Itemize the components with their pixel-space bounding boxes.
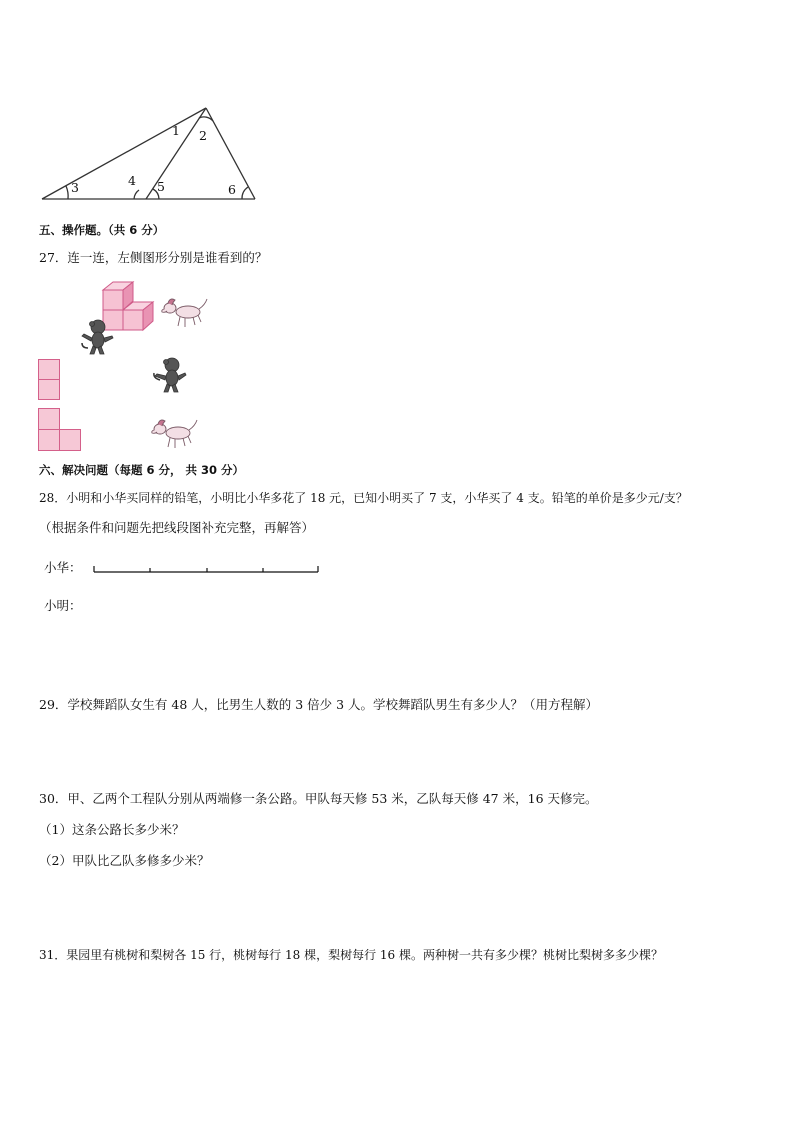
question-30-sub-1: （1）这条公路长多少米？ bbox=[39, 822, 185, 837]
triangle-cevian bbox=[146, 108, 206, 199]
segment-diagram-xiaohua bbox=[90, 562, 322, 576]
angle-label-4: 4 bbox=[128, 173, 136, 188]
angle-arc-3 bbox=[66, 186, 68, 199]
front-view-shape bbox=[38, 359, 62, 403]
dog-icon bbox=[160, 292, 210, 330]
triangle-figure bbox=[0, 0, 794, 215]
question-31-text: 31．果园里有桃树和梨树各 15 行，桃树每行 18 棵，梨树每行 16 棵。两种树一共有多少棵？桃树比梨树多多少棵？ bbox=[39, 948, 663, 962]
angle-label-6: 6 bbox=[228, 182, 236, 197]
label-xiaohua: 小华： bbox=[44, 560, 82, 575]
question-30-text: 30．甲、乙两个工程队分别从两端修一条公路。甲队每天修 53 米，乙队每天修 47 米，16 天修完。 bbox=[39, 791, 598, 806]
angle-arc-6 bbox=[242, 187, 248, 199]
angle-label-2: 2 bbox=[199, 128, 207, 143]
question-30-sub-2: （2）甲队比乙队多修多少米？ bbox=[39, 853, 210, 868]
question-28-text: 28．小明和小华买同样的铅笔，小明比小华多花了 18 元，已知小明买了 7 支，小华买了 4 支。铅笔的单价是多少元/支？ bbox=[39, 491, 688, 505]
angle-label-3: 3 bbox=[71, 180, 79, 195]
triangle-side-left bbox=[42, 108, 206, 199]
question-29-text: 29．学校舞蹈队女生有 48 人，比男生人数的 3 倍少 3 人。学校舞蹈队男生有多少人？（用方程解） bbox=[39, 697, 599, 712]
angle-arc-4 bbox=[134, 190, 139, 199]
angle-label-1: 1 bbox=[172, 123, 180, 138]
dog-icon-2 bbox=[150, 413, 200, 451]
section-5-title: 五、操作题。（共 6 分） bbox=[39, 223, 165, 237]
question-27-text: 27．连一连，左侧图形分别是谁看到的？ bbox=[39, 250, 268, 265]
angle-label-5: 5 bbox=[157, 179, 165, 194]
question-28-instruction: （根据条件和问题先把线段图补充完整，再解答） bbox=[39, 520, 315, 535]
label-xiaoming: 小明： bbox=[44, 598, 82, 613]
monkey-icon-2 bbox=[150, 356, 190, 394]
section-6-title: 六、解决问题（每题 6 分， 共 30 分） bbox=[39, 463, 245, 477]
monkey-icon bbox=[80, 318, 116, 356]
side-view-shape bbox=[38, 408, 84, 454]
